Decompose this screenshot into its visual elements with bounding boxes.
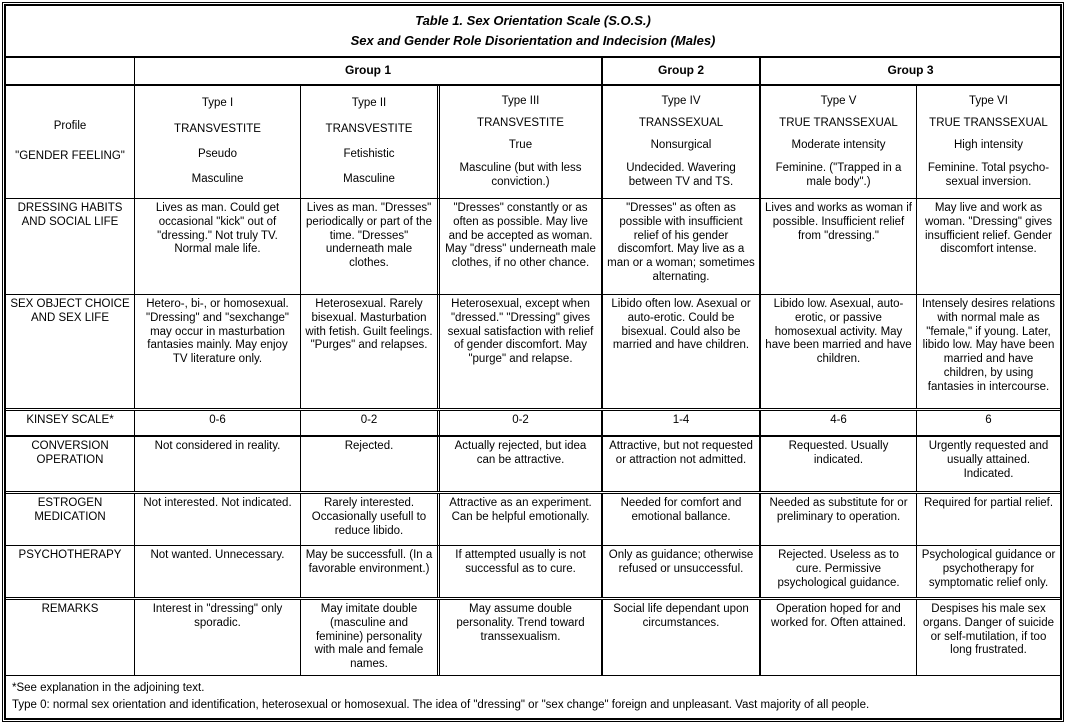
table-row-psychotherapy: [6, 546, 1060, 600]
sos-table: [4, 4, 1062, 720]
cell-psychotherapy-type-1: Not wanted. Unnecessary.: [135, 546, 301, 597]
cell-conversion-type-3: Actually rejected, but idea can be attractive.: [437, 437, 603, 491]
cell-estrogen-type-3: Attractive as an experiment. Can be helpful emotionally.: [437, 494, 603, 545]
cell-remarks-type-2: May imitate double (masculine and feminine) personality with male and female names.: [314, 603, 424, 671]
type-category: TRANSVESTITE: [325, 122, 413, 135]
type-gender-feeling: Masculine: [191, 172, 244, 185]
cell-sexobj-type-6: Intensely desires relations with normal male as "female," if young. Later, libido low. May have been married and have children, by using fantasies in intercourse.: [922, 298, 1055, 393]
cell-psychotherapy-type-6: Psychological guidance or psychotherapy for symptomatic relief only.: [921, 549, 1056, 589]
type-heading: Type IV: [661, 94, 701, 107]
cell-kinsey-type-4: 1-4: [603, 411, 761, 435]
cell-psychotherapy-type-2: May be successfull. (In a favorable environment.): [305, 549, 433, 575]
type-heading: Type V: [820, 94, 857, 107]
cell-remarks-type-1: Interest in "dressing" only sporadic.: [135, 600, 301, 675]
cell-dressing-type-3: "Dresses" constantly or as often as possible. May live and be accepted as woman. May "dress" underneath male clothes, if no other chance.: [437, 199, 603, 294]
table-row-kinsey-scale: [6, 411, 1060, 437]
row-label: REMARKS: [6, 600, 135, 675]
profile-cell-type-3: [437, 86, 603, 198]
type-gender-feeling: Masculine: [343, 172, 395, 185]
profile-cell-type-6: [917, 86, 1060, 198]
table-row-remarks: [6, 600, 1060, 676]
cell-sexobj-type-4: Libido often low. Asexual or auto-erotic. Could be bisexual. Could also be married and have children.: [603, 295, 761, 408]
row-label: PSYCHOTHERAPY: [6, 546, 135, 597]
row-label: DRESSING HABITS AND SOCIAL LIFE: [6, 199, 135, 294]
type-heading: Type VI: [969, 94, 1008, 107]
cell-dressing-type-1: Lives as man. Could get occasional "kick" out of "dressing." Not truly TV. Normal male life.: [135, 199, 301, 294]
profile-cell-type-1: [135, 86, 301, 198]
table-caption: [6, 6, 1060, 58]
type-subtype: Pseudo: [197, 147, 237, 160]
type-gender-feeling: Feminine. Total psycho-sexual inversion.: [927, 161, 1050, 188]
type-heading: Type I: [201, 97, 234, 110]
profile-row: [6, 86, 1060, 199]
cell-conversion-type-4: Attractive, but not requested or attraction not admitted.: [603, 437, 761, 491]
group-header-spacer: [6, 58, 135, 84]
cell-remarks-type-4: Social life dependant upon circumstances.: [603, 600, 761, 675]
footnote-type-0: Type 0: normal sex orientation and identification, heterosexual or homosexual. The idea of "dressing" or "sex change" foreign and unpleasant. Vast majority of all people.: [12, 698, 870, 711]
cell-estrogen-type-2: Rarely interested. Occasionally usefull to reduce libido.: [311, 497, 427, 537]
cell-psychotherapy-type-4: Only as guidance; otherwise refused or unsuccessful.: [603, 546, 761, 597]
cell-dressing-type-4: "Dresses" as often as possible with insufficient relief of his gender discomfort. May live as a man or a woman; sometimes alternating.: [603, 199, 761, 294]
type-subtype: Nonsurgical: [650, 139, 712, 152]
cell-psychotherapy-type-5: Rejected. Useless as to cure. Permissive psychological guidance.: [761, 546, 917, 597]
profile-cell-type-5: [761, 86, 917, 198]
footnote-asterisk: *See explanation in the adjoining text.: [12, 682, 205, 694]
type-category: TRANSVESTITE: [174, 122, 261, 135]
cell-conversion-type-2: Rejected.: [344, 440, 394, 452]
cell-estrogen-type-6: Required for partial relief.: [923, 497, 1054, 509]
cell-kinsey-type-1: 0-6: [135, 411, 301, 435]
type-category: TRANSVESTITE: [477, 116, 564, 129]
cell-kinsey-type-6: 6: [985, 414, 992, 426]
cell-conversion-type-6: Urgently requested and usually attained. Indicated.: [928, 440, 1049, 480]
table-outer-border: [2, 2, 1064, 722]
cell-estrogen-type-1: Not interested. Not indicated.: [135, 494, 301, 545]
table-row-estrogen-medication: [6, 494, 1060, 546]
cell-remarks-type-6: Despises his male sex organs. Danger of suicide or self-mutilation, if too long frustrated.: [922, 603, 1055, 657]
type-category: TRUE TRANSSEXUAL: [929, 116, 1048, 129]
type-heading: Type II: [351, 97, 387, 110]
type-subtype: True: [508, 139, 533, 152]
row-label: CONVERSION OPERATION: [6, 437, 135, 491]
cell-remarks-type-3: May assume double personality. Trend toward transsexualism.: [437, 600, 603, 675]
type-category: TRANSSEXUAL: [638, 116, 724, 129]
cell-psychotherapy-type-3: If attempted usually is not successful as to cure.: [437, 546, 603, 597]
row-label-profile: [6, 86, 135, 198]
profile-label-line1: Profile: [53, 119, 87, 132]
type-gender-feeling: Feminine. ("Trapped in a male body".): [775, 161, 902, 188]
table-row-sex-object: [6, 295, 1060, 411]
cell-sexobj-type-3: Heterosexual, except when "dressed." "Dressing" gives sexual satisfaction with relief of gender discomfort. May "purge" and relapse.: [437, 295, 603, 408]
row-label: KINSEY SCALE*: [6, 411, 135, 435]
type-category: TRUE TRANSSEXUAL: [779, 116, 898, 129]
table-row-conversion-operation: [6, 437, 1060, 494]
group-header-3: Group 3: [887, 63, 934, 77]
cell-kinsey-type-3: 0-2: [437, 411, 603, 435]
cell-kinsey-type-2: 0-2: [360, 414, 378, 426]
row-label: ESTROGEN MEDICATION: [6, 494, 135, 545]
type-gender-feeling: Undecided. Wavering between TV and TS.: [626, 161, 736, 188]
type-gender-feeling: Masculine (but with less conviction.): [459, 161, 582, 188]
cell-conversion-type-5: Requested. Usually indicated.: [761, 437, 917, 491]
type-subtype: Moderate intensity: [791, 139, 886, 152]
profile-label-line2: "GENDER FEELING": [15, 150, 125, 163]
table-row-dressing-habits: [6, 199, 1060, 295]
profile-cell-type-2: [301, 86, 437, 198]
cell-estrogen-type-5: Needed as substitute for or preliminary to operation.: [761, 494, 917, 545]
cell-sexobj-type-2: Heterosexual. Rarely bisexual. Masturbation with fetish. Guilt feelings. "Purges" and relapses.: [305, 298, 433, 352]
cell-dressing-type-6: May live and work as woman. "Dressing" gives insufficient relief. Gender discomfort intense.: [924, 202, 1053, 256]
group-header-2: Group 2: [603, 58, 761, 84]
group-header-row: [6, 58, 1060, 86]
table-footnotes: [6, 676, 1060, 718]
row-label: SEX OBJECT CHOICE AND SEX LIFE: [6, 295, 135, 408]
cell-kinsey-type-5: 4-6: [761, 411, 917, 435]
type-heading: Type III: [501, 94, 540, 107]
group-header-1: Group 1: [135, 58, 603, 84]
profile-cell-type-4: [603, 86, 761, 198]
table-title: Table 1. Sex Orientation Scale (S.O.S.): [415, 13, 651, 28]
cell-remarks-type-5: Operation hoped for and worked for. Often attained.: [761, 600, 917, 675]
cell-sexobj-type-1: Hetero-, bi-, or homosexual. "Dressing" and "sexchange" may occur in masturbation fantasies mainly. May enjoy TV literature only.: [135, 295, 301, 408]
type-subtype: High intensity: [953, 139, 1024, 152]
cell-sexobj-type-5: Libido low. Asexual, auto-erotic, or passive homosexual activity. May have been married and have children.: [761, 295, 917, 408]
type-subtype: Fetishistic: [343, 147, 395, 160]
cell-dressing-type-5: Lives and works as woman if possible. Insufficient relief from "dressing.": [761, 199, 917, 294]
cell-estrogen-type-4: Needed for comfort and emotional ballance.: [603, 494, 761, 545]
table-subtitle: Sex and Gender Role Disorientation and Indecision (Males): [350, 32, 716, 48]
cell-conversion-type-1: Not considered in reality.: [135, 437, 301, 491]
cell-dressing-type-2: Lives as man. "Dresses" periodically or part of the time. "Dresses" underneath male clothes.: [306, 202, 432, 270]
